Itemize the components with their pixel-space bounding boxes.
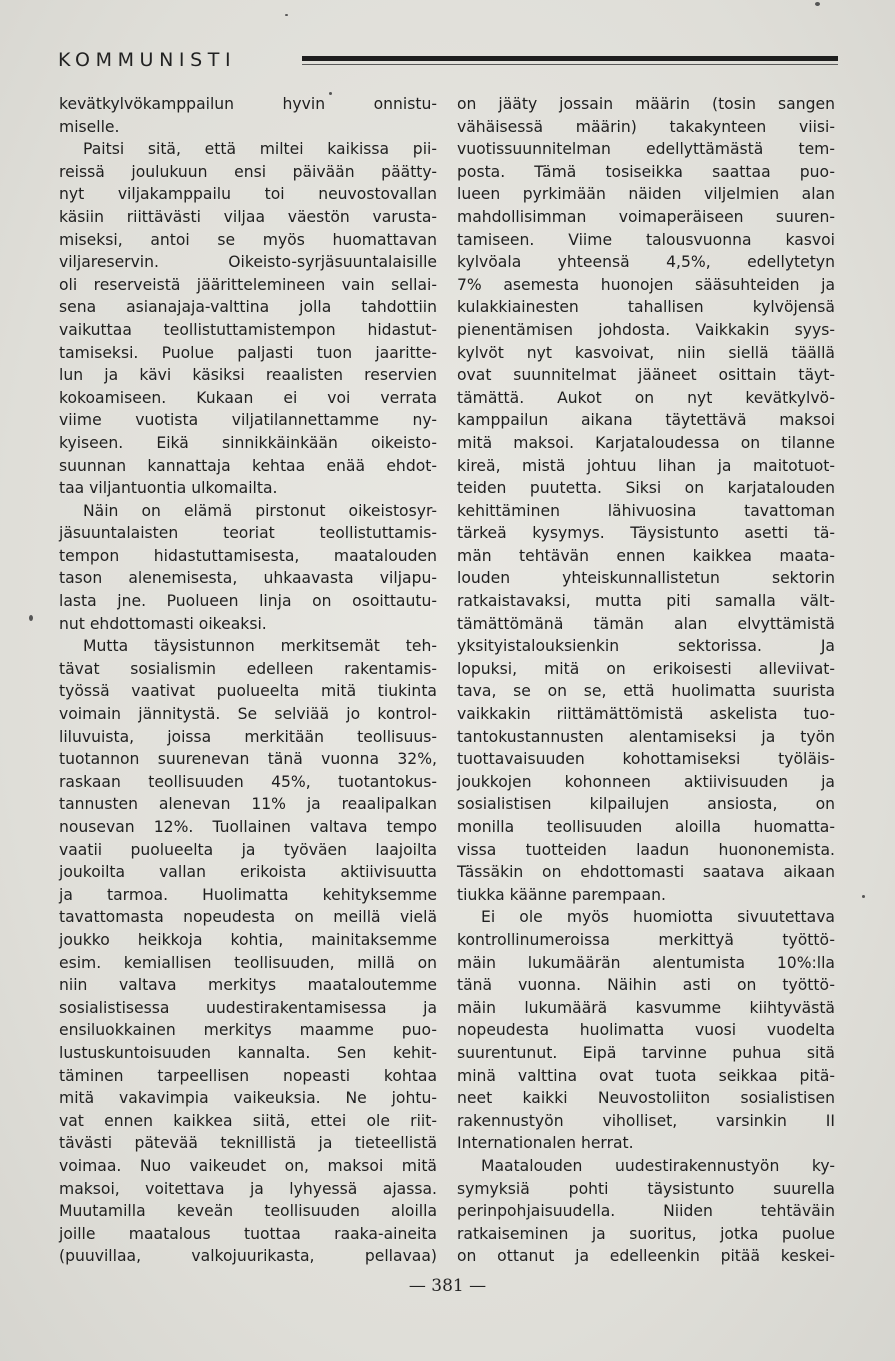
text-line: nopeudesta huolimatta vuosi vuodelta	[457, 1021, 835, 1040]
print-speck	[329, 92, 332, 95]
text-line: nyt viljakamppailu toi neuvostovallan	[59, 185, 437, 204]
text-line: mäin lukumäärä kasvumme kiihtyvästä	[457, 998, 835, 1017]
text-line: mäin lukumäärän alentumista 10%:lla	[457, 953, 835, 972]
text-line: ratkaistavaksi, mutta piti samalla vält-	[457, 592, 835, 611]
text-line: (puuvillaa, valkojuurikasta, pellavaa)	[59, 1247, 437, 1266]
text-line: sena asianajaja-valttina jolla tahdottiin	[59, 298, 437, 317]
text-line: yksityistalouksienkin sektorissa. Ja	[457, 637, 835, 656]
text-line: tävat sosialismin edelleen rakentamis-	[59, 659, 437, 678]
text-line: symyksiä pohti täysistunto suurella	[457, 1179, 835, 1198]
text-line: kireä, mistä johtuu lihan ja maitotuot-	[457, 456, 835, 475]
text-line: posta. Tämä tosiseikka saattaa puo-	[457, 162, 835, 181]
text-line: kyiseen. Eikä sinnikkäinkään oikeisto-	[59, 433, 437, 452]
text-line: sosialistisen kilpailujen ansiosta, on	[457, 795, 835, 814]
text-line: lopuksi, mitä on erikoisesti alleviivat-	[457, 659, 835, 678]
text-line: Ei ole myös huomiotta sivuutettava	[481, 908, 835, 927]
text-line: työssä vaativat puolueelta mitä tiukinta	[59, 682, 437, 701]
text-line: ensiluokkainen merkitys maamme puo-	[59, 1021, 437, 1040]
text-line: joille maatalous tuottaa raaka-aineita	[59, 1224, 437, 1243]
text-line: suunnan kannattaja kehtaa enää ehdot-	[59, 456, 437, 475]
text-line: raskaan teollisuuden 45%, tuotantokus-	[59, 772, 437, 791]
text-line: on ottanut ja edelleenkin pitää keskei-	[457, 1247, 835, 1266]
text-line: joukoilta vallan erikoista aktiivisuutta	[59, 863, 437, 882]
text-line: kylvöala yhteensä 4,5%, edellytetyn	[457, 253, 835, 272]
print-speck	[285, 14, 288, 16]
page-header	[58, 46, 838, 76]
text-line: tempon hidastuttamisesta, maatalouden	[59, 546, 437, 565]
text-line: mitä maksoi. Karjataloudessa on tilanne	[457, 433, 835, 452]
page-number: — 381 —	[408, 1276, 487, 1296]
text-line: ja tarmoa. Huolimatta kehityksemme	[59, 885, 437, 904]
text-line: tava, se on se, että huolimatta suurista	[457, 682, 835, 701]
text-line: miseksi, antoi se myös huomattavan	[59, 230, 437, 249]
text-line: vaikkakin riittämättömistä askelista tuo-	[457, 705, 835, 724]
text-line: vähäisessä määrin) takakynteen viisi-	[457, 117, 835, 136]
header-rule-thin	[302, 64, 838, 65]
text-line: vuotissuunnitelman edellyttämästä tem-	[457, 140, 835, 159]
left-text-column	[59, 93, 437, 1268]
text-line: Tässäkin on ehdottomasti saatava aikaan	[457, 863, 835, 882]
text-line: tuottavaisuuden kohottamiseksi työläis-	[457, 750, 835, 769]
text-line: maksoi, voitettava ja lyhyessä ajassa.	[59, 1179, 437, 1198]
text-line: ratkaiseminen ja suoritus, jotka puolue	[457, 1224, 835, 1243]
header-rule	[302, 56, 838, 61]
text-line: joukko heikkoja kohtia, mainitaksemme	[59, 930, 437, 949]
text-line: tärkeä kysymys. Täysistunto asetti tä-	[457, 524, 835, 543]
text-line: vat ennen kaikkea siitä, ettei ole riit-	[59, 1111, 437, 1130]
text-line: kontrollinumeroissa merkittyä työttö-	[457, 930, 835, 949]
text-line: rakennustyön viholliset, varsinkin II	[457, 1111, 835, 1130]
text-line: lueen pyrkimään näiden viljelmien alan	[457, 185, 835, 204]
text-line: Näin on elämä pirstonut oikeistosyr-	[83, 501, 437, 520]
text-line: louden yhteiskunnallistetun sektorin	[457, 569, 835, 588]
text-line: tamiseen. Viime talousvuonna kasvoi	[457, 230, 835, 249]
print-speck	[815, 2, 820, 6]
text-line: vaatii puolueelta ja työväen laajoilta	[59, 840, 437, 859]
text-line: tavattomasta nopeudesta on meillä vielä	[59, 908, 437, 927]
text-line: sosialistisessa uudestirakentamisessa ja	[59, 998, 437, 1017]
text-line: joukkojen kohonneen aktiivisuuden ja	[457, 772, 835, 791]
text-line: nousevan 12%. Tuollainen valtava tempo	[59, 818, 437, 836]
text-line: reissä joulukuun ensi päivään päätty-	[59, 162, 437, 181]
text-line: niin valtava merkitys maataloutemme	[59, 976, 437, 995]
text-line: Mutta täysistunnon merkitsemät teh-	[83, 637, 437, 656]
print-speck	[29, 615, 33, 621]
text-line: kulakkiainesten tahallisen kylvöjensä	[457, 298, 835, 317]
text-line: män tehtävän ennen kaikkea maata-	[457, 546, 835, 565]
text-line: pienentämisen johdosta. Vaikkakin syys-	[457, 320, 835, 339]
text-line: oli reserveistä jäärittelemineen vain sellai-	[59, 275, 437, 294]
text-line: tantokustannusten alentamiseksi ja työn	[457, 727, 835, 746]
text-line: tamiseksi. Puolue paljasti tuon jaaritte-	[59, 343, 437, 362]
text-line: 7% asemesta huonojen sääsuhteiden ja	[457, 275, 835, 294]
text-line: lun ja kävi käsiksi reaalisten reservien	[59, 366, 437, 385]
text-line: Maatalouden uudestirakennustyön ky-	[481, 1156, 835, 1175]
text-line: taa viljantuontia ulkomailta.	[59, 479, 278, 498]
text-line: tannusten alenevan 11% ja reaalipalkan	[59, 795, 437, 814]
text-line: Muutamilla keveän teollisuuden aloilla	[59, 1202, 437, 1221]
text-line: täminen tarpeellisen nopeasti kohtaa	[59, 1066, 437, 1085]
text-line: esim. kemiallisen teollisuuden, millä on	[59, 953, 437, 972]
text-line: teiden puutetta. Siksi on karjatalouden	[457, 479, 835, 498]
text-line: perinpohjaisuudella. Niiden tehtäväin	[457, 1202, 835, 1221]
text-line: kevätkylvökamppailun hyvin onnistu-	[59, 95, 437, 113]
text-line: voimain jännitystä. Se selviää jo kontrol-	[59, 705, 437, 724]
text-line: tänä vuonna. Näihin asti on työttö-	[457, 976, 835, 995]
text-line: tuotannon suurenevan tänä vuonna 32%,	[59, 750, 437, 769]
text-line: monilla teollisuuden aloilla huomatta-	[457, 818, 835, 836]
text-line: vissa tuotteiden laadun huononemista.	[457, 840, 835, 859]
text-line: tämättä. Aukot on nyt kevätkylvö-	[457, 388, 835, 407]
text-line: on jääty jossain määrin (tosin sangen	[457, 95, 835, 113]
text-line: kokoamiseen. Kukaan ei voi verrata	[59, 388, 437, 407]
text-line: nut ehdottomasti oikeaksi.	[59, 614, 267, 633]
text-line: mitä vakavimpia vaikeuksia. Ne johtu-	[59, 1089, 437, 1108]
text-line: käsiin riittävästi viljaa väestön varusta-	[59, 207, 437, 226]
text-line: liluvuista, joissa merkitään teollisuus-	[59, 727, 437, 746]
text-line: neet kaikki Neuvostoliiton sosialistisen	[457, 1089, 835, 1108]
masthead-title: KOMMUNISTI	[58, 49, 237, 71]
text-line: voimaa. Nuo vaikeudet on, maksoi mitä	[59, 1156, 437, 1175]
text-line: lustuskuntoisuuden kannalta. Sen kehit-	[59, 1043, 437, 1062]
text-line: tiukka käänne parempaan.	[457, 885, 666, 904]
text-line: vaikuttaa teollistuttamistempon hidastut-	[59, 320, 437, 339]
text-line: minä valttina ovat tuota seikkaa pitä-	[457, 1066, 835, 1085]
text-line: Paitsi sitä, että miltei kaikissa pii-	[83, 140, 437, 159]
text-line: mahdollisimman voimaperäiseen suuren-	[457, 207, 835, 226]
text-line: viime vuotista viljatilannettamme ny-	[59, 411, 437, 430]
text-line: Internationalen herrat.	[457, 1134, 634, 1153]
right-text-column	[457, 93, 835, 1268]
text-line: kehittäminen lähivuosina tavattoman	[457, 501, 835, 520]
text-line: lasta jne. Puolueen linja on osoittautu-	[59, 592, 437, 611]
text-line: ovat suunnitelmat jääneet osittain täyt-	[457, 366, 835, 385]
text-line: viljareservin. Oikeisto-syrjäsuuntalaisille	[59, 253, 437, 272]
text-line: kylvöt nyt kasvoivat, niin siellä täällä	[457, 343, 835, 362]
text-line: suurentunut. Eipä tarvinne puhua sitä	[457, 1043, 835, 1062]
text-line: jäsuuntalaisten teoriat teollistuttamis-	[59, 524, 437, 543]
text-line: tämättömänä tämän alan elvyttämistä	[457, 614, 835, 633]
text-line: kamppailun aikana täytettävä maksoi	[457, 411, 835, 430]
text-line: tävästi pätevää teknillistä ja tieteellistä	[59, 1134, 437, 1153]
text-line: miselle.	[59, 117, 120, 136]
text-line: tason alenemisesta, uhkaavasta viljapu-	[59, 569, 437, 588]
print-speck	[862, 895, 865, 898]
